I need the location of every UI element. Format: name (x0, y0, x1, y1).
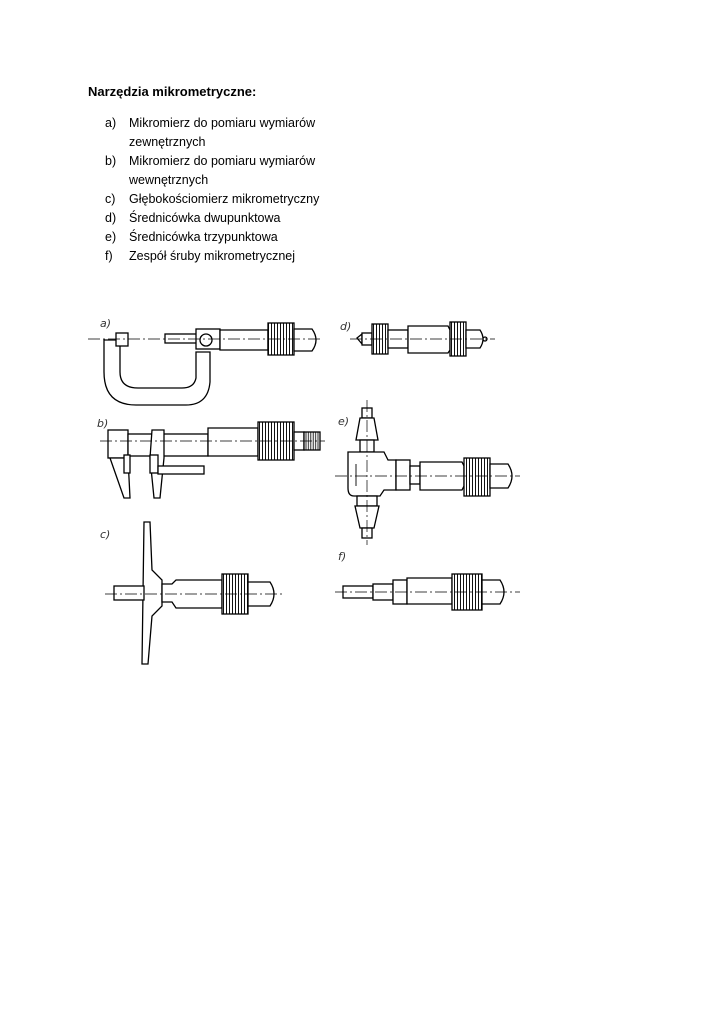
list-item-text: Mikromierz do pomiaru wymiarów zewnętrznych (129, 116, 316, 149)
list-marker: d) (105, 211, 117, 225)
figure-label-f: f) (338, 550, 347, 563)
page-title: Narzędzia mikrometryczne: (88, 84, 257, 99)
list-item-text: Mikromierz do pomiaru wymiarów wewnętrznych (129, 154, 316, 187)
figure-label-b: b) (97, 417, 109, 430)
list-item-text: Średnicówka trzypunktowa (129, 230, 278, 244)
figure-f-micrometer-screw-assembly (335, 550, 520, 610)
figure-label-c: c) (100, 528, 111, 541)
figure-b-inside-micrometer (97, 417, 325, 498)
list-item-text: Zespół śruby mikrometrycznej (129, 249, 296, 263)
figure-label-e: e) (338, 415, 350, 428)
list-marker: e) (105, 230, 117, 244)
list-marker: f) (105, 249, 113, 263)
list-marker: a) (105, 116, 117, 130)
list-marker: b) (105, 154, 117, 168)
figure-c-depth-micrometer (100, 522, 285, 664)
figure-d-two-point-bore-gauge (340, 320, 495, 356)
list-item-text: Średnicówka dwupunktowa (129, 211, 281, 225)
figure-a-outside-micrometer (88, 317, 322, 405)
list-item-text: Głębokościomierz mikrometryczny (129, 192, 320, 206)
figure-label-d: d) (340, 320, 352, 333)
figure-label-a: a) (100, 317, 112, 330)
list-marker: c) (105, 192, 116, 206)
figure-e-three-point-bore-gauge (335, 400, 520, 545)
